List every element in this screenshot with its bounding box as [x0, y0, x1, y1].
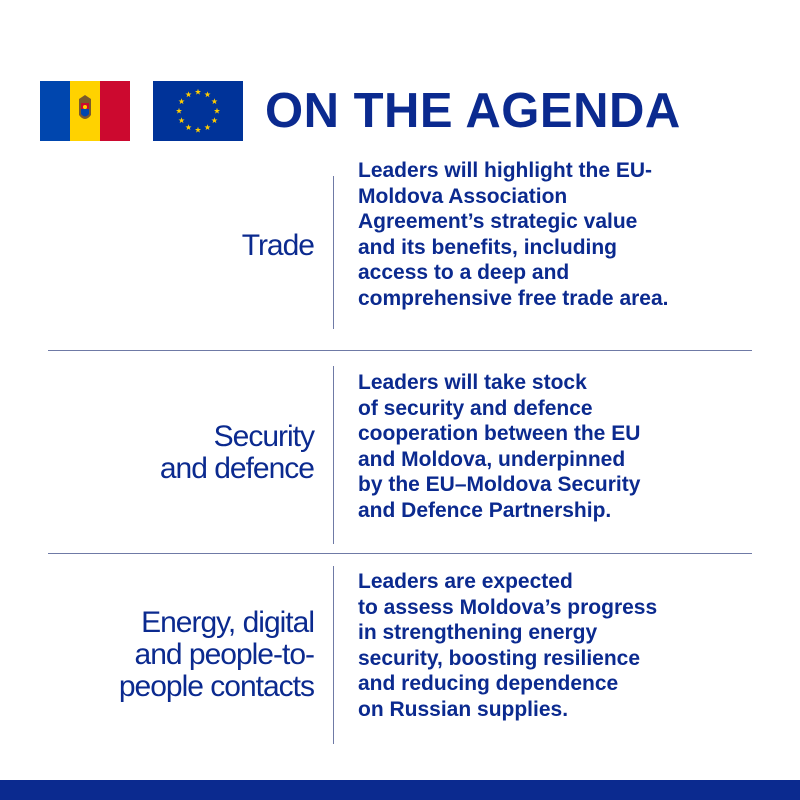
desc-line: cooperation between the EU [358, 422, 641, 446]
eu-star-icon [195, 89, 201, 95]
eu-star-icon [179, 98, 185, 104]
eu-stars-circle [153, 81, 243, 141]
eu-star-icon [195, 127, 201, 133]
eu-star-icon [179, 117, 185, 123]
eu-star-icon [211, 98, 217, 104]
moldova-flag-icon [40, 81, 130, 141]
vertical-divider [333, 566, 334, 744]
eu-star-icon [204, 91, 210, 97]
topic-line: and people-to- [134, 638, 314, 671]
page-title: ON THE AGENDA [265, 84, 681, 138]
desc-line: of security and defence [358, 396, 593, 420]
description-trade [358, 158, 778, 312]
desc-line: to assess Moldova’s progress [358, 595, 658, 619]
desc-line: and Defence Partnership. [358, 498, 612, 522]
desc-line: Leaders are expected [358, 570, 573, 593]
eu-star-icon [204, 124, 210, 130]
eu-star-icon [214, 108, 220, 114]
section-divider [48, 553, 752, 554]
section-divider [48, 350, 752, 351]
eu-star-icon [211, 117, 217, 123]
desc-line: Leaders will take stock [358, 371, 587, 394]
moldova-coat-of-arms-icon [70, 81, 100, 141]
topic-line: and defence [159, 452, 314, 485]
desc-line: access to a deep and [358, 261, 570, 285]
eu-star-icon [176, 108, 182, 114]
eu-star-icon [185, 91, 191, 97]
vertical-divider [333, 176, 334, 329]
flag-stripe-yellow [70, 81, 100, 141]
desc-line: Agreement’s strategic value [358, 210, 638, 234]
desc-line: comprehensive free trade area. [358, 286, 669, 310]
header [40, 80, 760, 142]
desc-line: and its benefits, including [358, 235, 618, 259]
topic-trade [54, 230, 314, 262]
topic-energy-digital-contacts [54, 607, 314, 703]
flag-stripe-blue [40, 81, 70, 141]
description-security-defence [358, 370, 778, 524]
desc-line: security, boosting resilience [358, 646, 641, 670]
eu-star-icon [185, 124, 191, 130]
desc-line: by the EU–Moldova Security [358, 473, 641, 497]
desc-line: and Moldova, underpinned [358, 447, 626, 471]
desc-line: Moldova Association [358, 184, 568, 208]
vertical-divider [333, 366, 334, 544]
topic-line: Security [213, 420, 314, 453]
desc-line: in strengthening energy [358, 621, 598, 645]
eu-flag-icon [153, 81, 243, 141]
desc-line: Leaders will highlight the EU- [358, 159, 653, 182]
desc-line: on Russian supplies. [358, 697, 569, 721]
description-energy-digital-contacts [358, 569, 778, 723]
bottom-bar [0, 780, 800, 800]
flag-stripe-red [100, 81, 130, 141]
topic-line: people contacts [118, 670, 314, 703]
topic-line: Trade [241, 229, 314, 262]
desc-line: and reducing dependence [358, 672, 619, 696]
topic-line: Energy, digital [141, 606, 314, 639]
topic-security-defence [54, 421, 314, 485]
